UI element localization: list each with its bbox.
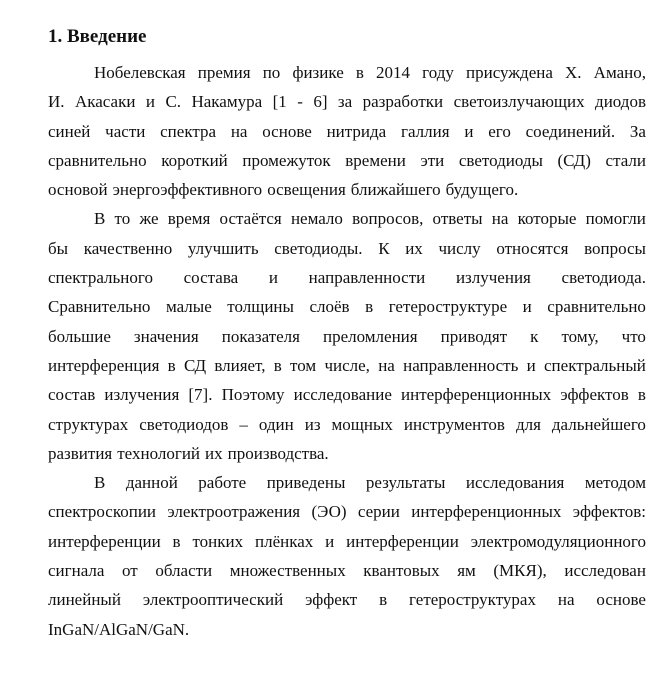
word: стали [605,150,646,170]
word: и [522,297,532,317]
word: на [230,121,248,141]
word: за [337,92,353,112]
word: гетероструктурах [409,590,536,610]
word: мощных [331,414,393,434]
word: эти [420,150,445,170]
word: числе, [324,355,370,375]
word: значения [133,326,199,346]
text-line [48,410,646,439]
word: состав [48,385,96,405]
word: состава [183,268,239,288]
text-line [48,322,646,351]
text-line [48,439,646,468]
word: в [167,355,176,375]
word: технологий [117,443,201,463]
word: светодиоды. [274,238,363,258]
text-line [48,380,646,409]
word: интерференции [346,531,459,551]
text-line [48,468,646,497]
word: году [422,63,454,82]
word: электромодуляционного [470,531,646,551]
word: слоёв [309,297,350,317]
word: премия [197,63,251,82]
word: Накамура [191,92,263,112]
text-line [48,263,646,292]
word: структурах [48,414,129,434]
word: В [94,473,106,493]
word: же [139,209,159,229]
word: показателя [221,326,300,346]
word: и [325,531,335,551]
word: преломления [323,326,418,346]
text-line [48,175,646,204]
word: интерференционных [401,385,552,405]
word: к [530,326,539,346]
word: на [378,355,395,375]
word: и [268,268,278,288]
word: линейный [48,590,121,610]
word: 2014 [376,63,411,82]
word: дальнейшего [551,414,646,434]
word: интерференция [48,355,160,375]
text-line [48,87,646,116]
word: К [378,238,390,258]
word: - [297,92,303,112]
word: сравнительно [48,150,147,170]
word: инструментов [403,414,505,434]
word: присуждена [466,63,553,82]
word: времени [345,150,406,170]
word: малые [165,297,212,317]
text-line [48,585,646,614]
word: С. [165,92,182,112]
word: (СД) [557,150,591,170]
text-line [48,556,646,585]
word: один [258,414,294,434]
section-body [48,58,646,644]
text-line [48,234,646,263]
text-line [48,117,646,146]
word: вопросы [584,238,646,258]
word: большие [48,326,111,346]
word: тонких [192,531,244,551]
word: то [114,209,131,229]
word: светоизлучающих [453,92,585,112]
word: основе [262,121,312,141]
word: (ЭО) [311,502,347,522]
word: что [621,326,646,346]
word: направленность [403,355,519,375]
word: электрооптический [142,590,284,610]
word: методом [584,473,646,493]
word: [1 [272,92,287,112]
word: на [491,209,509,229]
word: InGaN/AlGaN/GaN. [48,619,190,639]
word: будущего. [445,180,519,200]
word: результаты [365,473,446,493]
word: светодиодов [139,414,229,434]
word: (МКЯ), [493,561,547,581]
word: влияет, [214,355,266,375]
word: производства. [227,443,329,463]
word: диодов [595,92,646,112]
section-heading: 1. Введение [48,26,147,47]
word: числу [438,238,481,258]
paragraph [48,204,646,468]
text-line [48,58,646,87]
word: спектроскопии [48,502,157,522]
word: В [94,209,106,229]
word: СД [183,355,207,375]
word: промежуток [242,150,331,170]
word: спектра [160,121,217,141]
word: приводят [440,326,508,346]
word: для [515,414,541,434]
text-line [48,146,646,175]
word: которые [517,209,577,229]
word: спектральный [544,355,646,375]
word: и [145,92,155,112]
word: направленности [308,268,426,288]
word: сравнительно [547,297,646,317]
word: гетероструктуре [388,297,508,317]
word: светодиода. [561,268,646,288]
word: интерференционных [411,502,562,522]
word: энергоэффективного [112,180,263,200]
word: в [273,355,282,375]
word: исследование [293,385,392,405]
word: Х. [565,63,582,82]
word: и [464,121,474,141]
word: И. [48,92,65,112]
word: короткий [161,150,228,170]
word: физике [292,63,344,82]
word: помогли [585,209,646,229]
word: вопросов, [352,209,424,229]
paragraph [48,58,646,204]
word: работе [198,473,247,493]
word: основе [596,590,646,610]
word: сигнала [48,561,105,581]
word: от [122,561,138,581]
word: время [167,209,211,229]
word: эффект [305,590,358,610]
word: бы [48,238,69,258]
document-page [48,22,646,644]
word: квантовых [363,561,440,581]
word: его [488,121,511,141]
word: в [355,63,364,82]
word: [7]. [188,385,213,405]
word: в [172,531,181,551]
word: эффектов [560,385,629,405]
word: излучения [455,268,531,288]
word: остаётся [219,209,282,229]
text-line [48,615,646,644]
text-line [48,204,646,233]
word: их [205,443,223,463]
word: на [557,590,575,610]
word: ответы [432,209,483,229]
word: нитрида [326,121,387,141]
word: и [526,355,536,375]
word: За [629,121,646,141]
word: серии [357,502,400,522]
word: Поэтому [221,385,285,405]
word: интерференции [48,531,161,551]
word: данной [125,473,178,493]
word: светодиоды [458,150,543,170]
word: множественных [229,561,346,581]
word: том [290,355,317,375]
paragraph [48,468,646,644]
word: эффектов: [572,502,646,522]
word: – [239,414,248,434]
word: немало [290,209,343,229]
word: по [262,63,281,82]
word: основой [48,180,108,200]
word: Амано, [593,63,646,82]
word: Акасаки [74,92,136,112]
word: разработки [362,92,444,112]
word: в [637,385,646,405]
word: улучшить [187,238,259,258]
word: освещения [267,180,346,200]
word: развития [48,443,113,463]
text-line [48,292,646,321]
text-line [48,527,646,556]
word: излучения [104,385,180,405]
word: ям [457,561,476,581]
word: Нобелевская [94,63,186,82]
word: в [379,590,388,610]
word: исследован [564,561,646,581]
word: из [304,414,321,434]
text-line [48,351,646,380]
word: спектрального [48,268,153,288]
word: области [155,561,213,581]
word: ближайшего [350,180,441,200]
word: приведены [266,473,346,493]
word: относятся [496,238,569,258]
word: тому, [561,326,599,346]
word: части [105,121,146,141]
text-line [48,497,646,526]
word: исследования [465,473,565,493]
word: в [365,297,374,317]
word: галлия [400,121,450,141]
word: толщины [227,297,294,317]
word: качественно [83,238,173,258]
word: Сравнительно [48,297,151,317]
word: синей [48,121,91,141]
word: электроотражения [167,502,301,522]
word: плёнках [255,531,314,551]
word: 6] [313,92,328,112]
word: их [405,238,423,258]
word: соединений. [525,121,616,141]
